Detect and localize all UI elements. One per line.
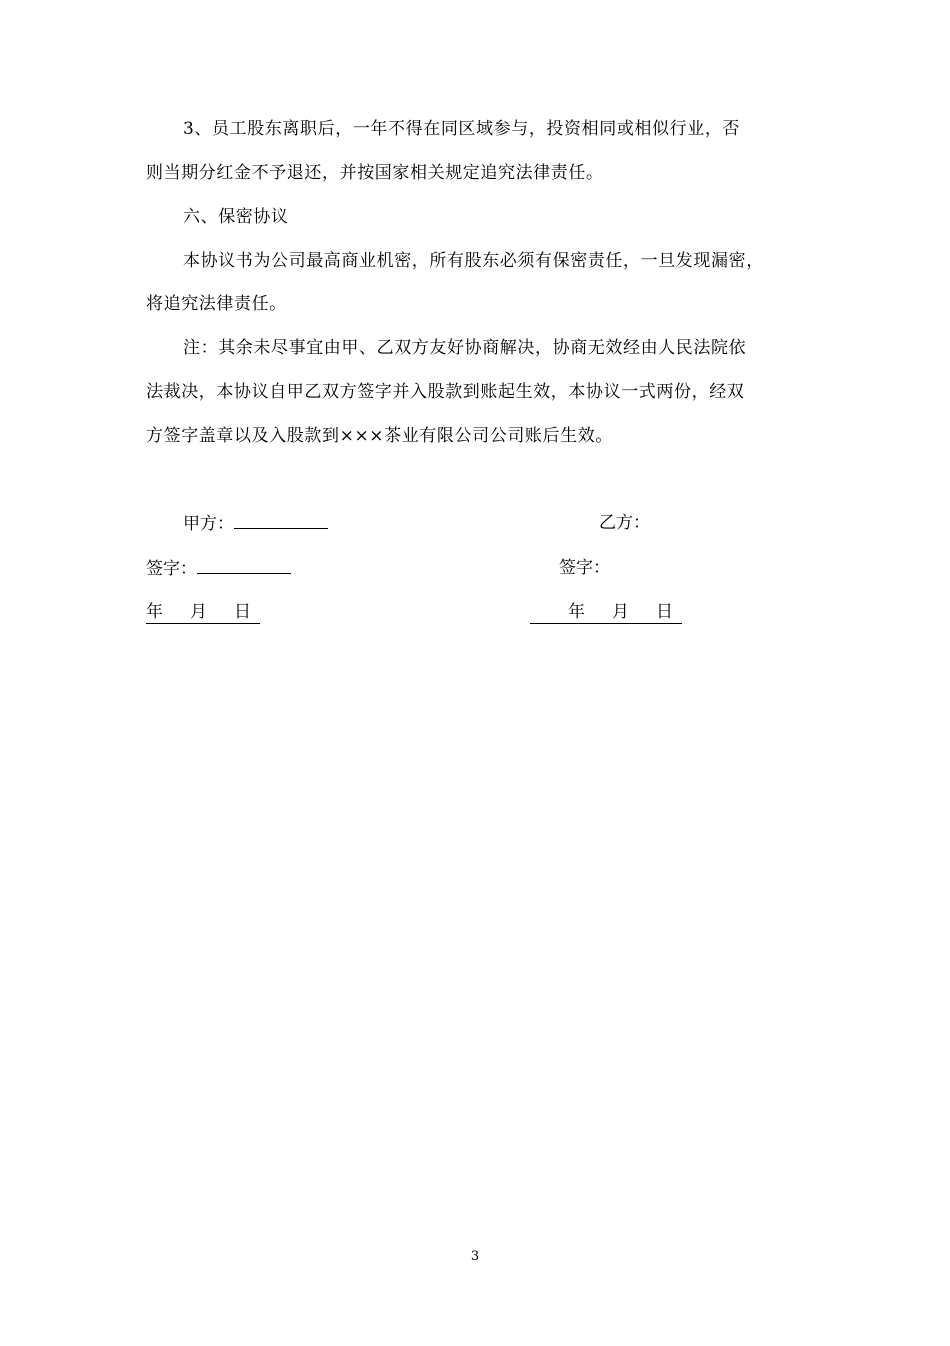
signature-a-label: 签字： (146, 559, 197, 579)
party-a-blank[interactable] (234, 512, 328, 529)
note-line-1: 注：其余未尽事宜由甲、乙双方友好协商解决，协商无效经由人民法院依 (183, 338, 747, 358)
signature-b-field (559, 557, 610, 579)
date-a-year: 年 (146, 602, 163, 622)
party-a-field (183, 512, 328, 535)
signature-a-field (146, 557, 291, 580)
party-b-label: 乙方： (599, 513, 650, 533)
signature-b-label: 签字： (559, 558, 610, 578)
party-b-field (599, 512, 650, 534)
confidentiality-line-1: 本协议书为公司最高商业机密，所有股东必须有保密责任，一旦发现漏密， (183, 251, 764, 271)
date-b-field[interactable] (530, 601, 682, 624)
paragraph-3-line-2: 则当期分红金不予退还，并按国家相关规定追究法律责任。 (146, 163, 604, 183)
paragraph-3-line-1: 3、员工股东离职后，一年不得在同区域参与，投资相同或相似行业，否 (183, 119, 741, 139)
signature-a-blank[interactable] (197, 557, 291, 574)
party-a-label: 甲方： (183, 514, 234, 534)
date-a-day: 日 (234, 602, 251, 622)
date-b-year: 年 (568, 602, 585, 622)
date-b-month: 月 (612, 602, 629, 622)
note-line-3: 方签字盖章以及入股款到×××茶业有限公司公司账后生效。 (146, 426, 613, 446)
note-line-2: 法裁决，本协议自甲乙双方签字并入股款到账起生效，本协议一式两份，经双 (146, 382, 745, 402)
date-b-day: 日 (656, 602, 673, 622)
section-heading-confidentiality: 六、保密协议 (183, 207, 289, 227)
confidentiality-line-2: 将追究法律责任。 (146, 294, 287, 314)
page-number: 3 (470, 1249, 480, 1264)
date-a-field[interactable] (146, 601, 260, 624)
date-a-month: 月 (190, 602, 207, 622)
